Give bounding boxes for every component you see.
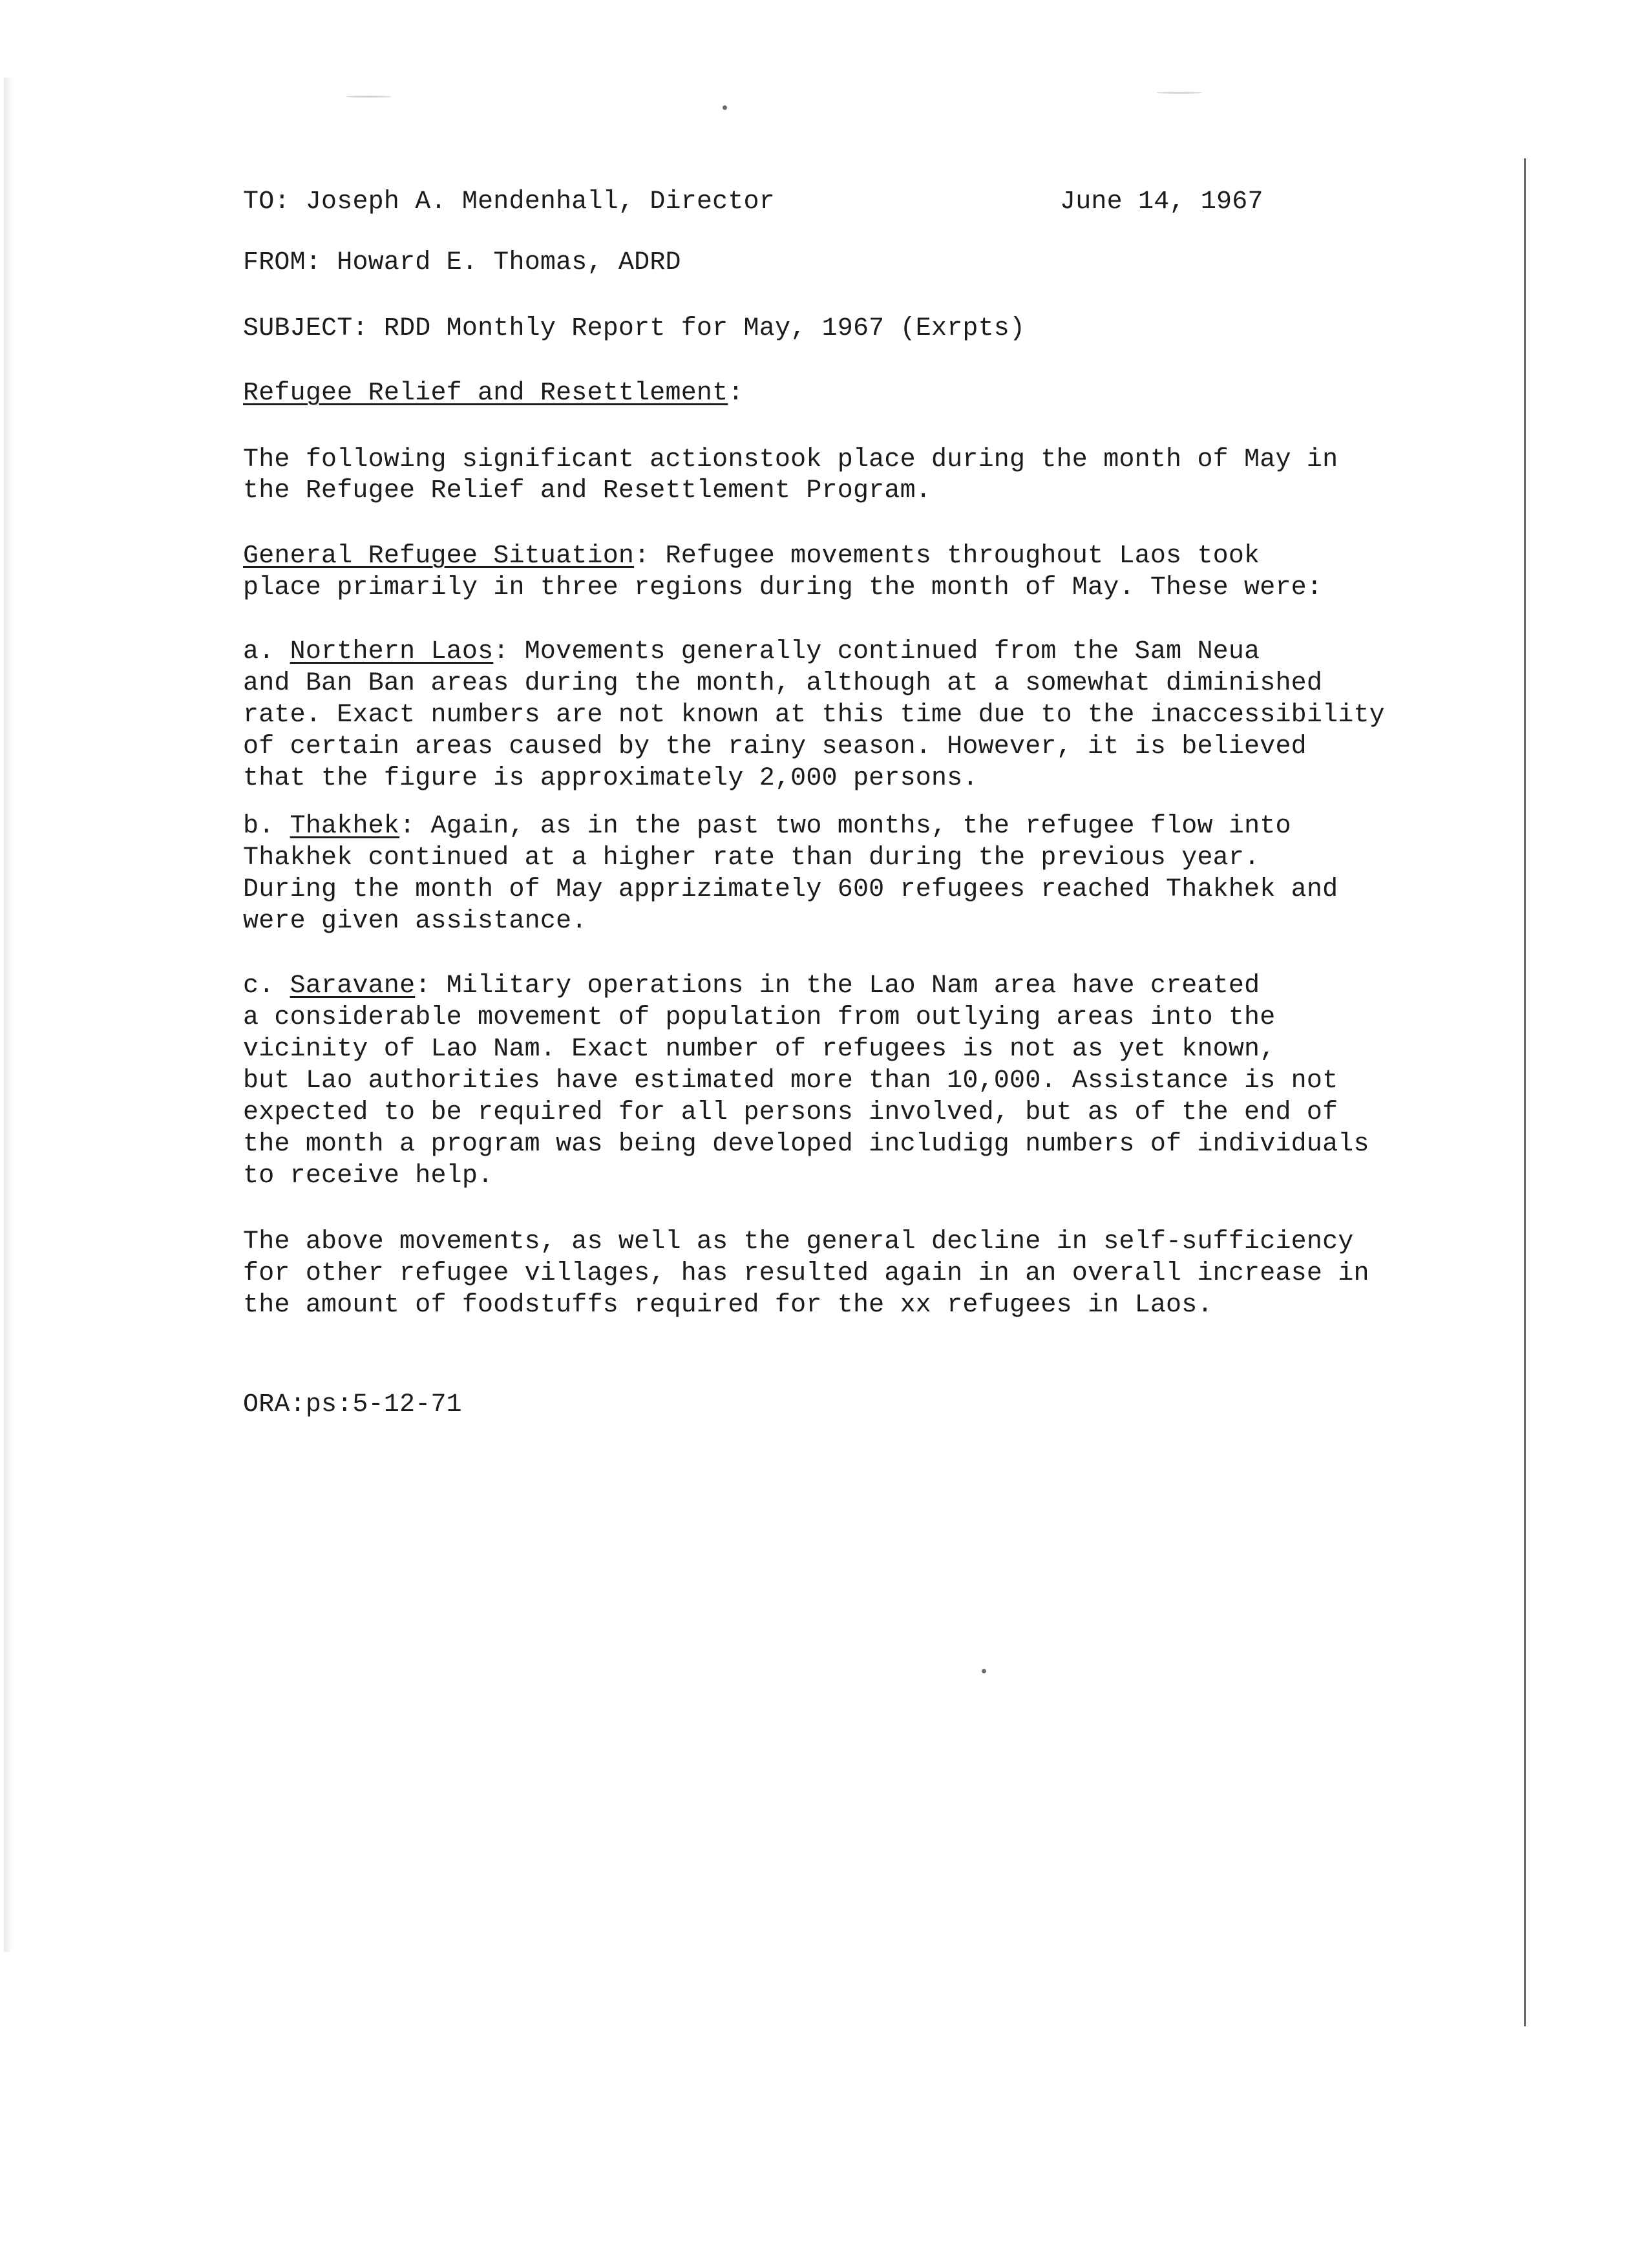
memo-date: June 14, 1967 xyxy=(1060,187,1263,217)
item-a-line: of certain areas caused by the rainy season. However, it is believed xyxy=(243,732,1307,761)
item-c-line: but Lao authorities have estimated more than 10,000. Assistance is not xyxy=(243,1066,1338,1096)
item-a-line: that the figure is approximately 2,000 persons. xyxy=(243,764,978,793)
section-heading-line xyxy=(243,378,744,409)
item-b-line: Thakhek continued at a higher rate than during the previous year. xyxy=(243,843,1260,873)
item-b-line: During the month of May apprizimately 600 refugees reached Thakhek and xyxy=(243,875,1338,904)
item-a-line: and Ban Ban areas during the month, although at a somewhat diminished xyxy=(243,669,1323,698)
item-b-text: : Again, as in the past two months, the refugee flow into xyxy=(399,812,1291,841)
general-situation-line xyxy=(243,541,1260,572)
intro-line: The following significant actionstook place during the month of May in xyxy=(243,445,1338,474)
item-c-marker: c. xyxy=(243,971,275,1001)
item-c-line: expected to be required for all persons involved, but as of the end of xyxy=(243,1098,1338,1127)
reference-line: ORA:ps:5-12-71 xyxy=(243,1390,462,1419)
general-situation-text: : Refugee movements throughout Laos took xyxy=(634,542,1260,571)
subject-value: RDD Monthly Report for May, 1967 (Exrpts) xyxy=(383,314,1026,343)
item-c-heading: Saravane xyxy=(290,971,416,1001)
from-line xyxy=(243,248,681,279)
subject-line xyxy=(243,313,1025,344)
item-a-line: rate. Exact numbers are not known at this time due to the inaccessibility xyxy=(243,701,1385,730)
general-situation-line: place primarily in three regions during the month of May. These were: xyxy=(243,573,1323,602)
to-line xyxy=(243,187,775,218)
from-label: FROM: xyxy=(243,248,322,277)
section-heading: Refugee Relief and Resettlement xyxy=(243,379,728,408)
closing-line: the amount of foodstuffs required for the xx refugees in Laos. xyxy=(243,1291,1213,1320)
to-value: Joseph A. Mendenhall, Director xyxy=(305,187,775,217)
general-situation-heading: General Refugee Situation xyxy=(243,542,635,571)
item-b-marker: b. xyxy=(243,812,275,841)
item-c-text: : Military operations in the Lao Nam area have created xyxy=(415,971,1260,1001)
item-b-first-line xyxy=(243,811,1291,842)
to-label: TO: xyxy=(243,187,290,217)
item-a-text: : Movements generally continued from the Sam Neua xyxy=(493,637,1260,666)
item-b-heading: Thakhek xyxy=(290,812,400,841)
intro-line: the Refugee Relief and Resettlement Program. xyxy=(243,476,931,505)
closing-line: The above movements, as well as the general decline in self-sufficiency xyxy=(243,1227,1354,1256)
item-c-line: the month a program was being developed includigg numbers of individuals xyxy=(243,1130,1369,1159)
item-a-first-line xyxy=(243,637,1260,668)
item-a-heading: Northern Laos xyxy=(290,637,494,666)
subject-label: SUBJECT: xyxy=(243,314,368,343)
item-a-marker: a. xyxy=(243,637,275,666)
item-b-line: were given assistance. xyxy=(243,907,587,936)
item-c-first-line xyxy=(243,971,1260,1002)
closing-line: for other refugee villages, has resulted again in an overall increase in xyxy=(243,1259,1369,1288)
item-c-line: a considerable movement of population from outlying areas into the xyxy=(243,1003,1276,1032)
section-heading-colon: : xyxy=(728,379,744,408)
item-c-line: vicinity of Lao Nam. Exact number of refugees is not as yet known, xyxy=(243,1035,1276,1064)
from-value: Howard E. Thomas, ADRD xyxy=(337,248,681,277)
item-c-line: to receive help. xyxy=(243,1161,494,1191)
